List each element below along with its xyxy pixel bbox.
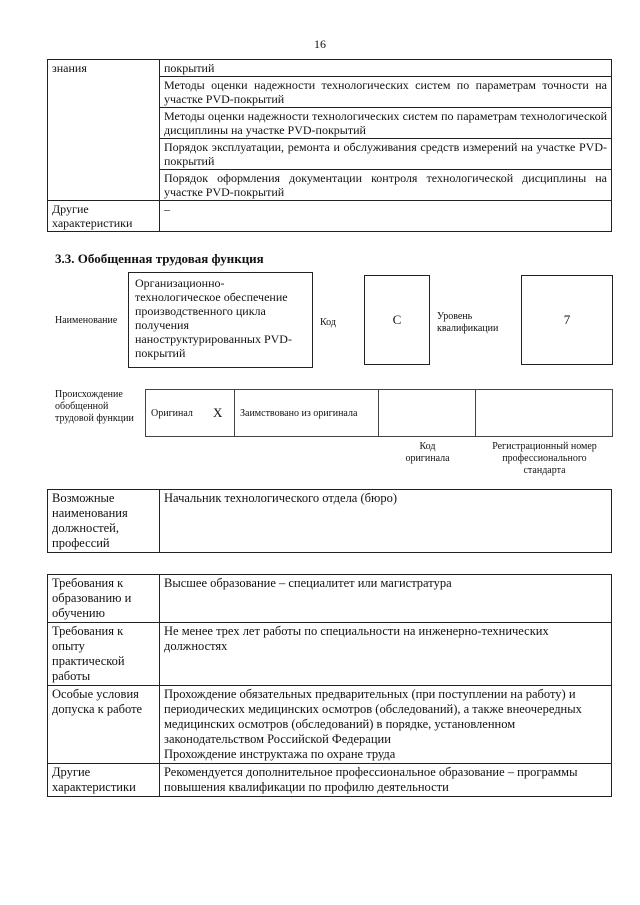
borrowed-label: Заимствовано из оригинала bbox=[240, 408, 358, 419]
education-value: Высшее образование – специалитет или магистратура bbox=[160, 575, 612, 623]
knowledge-item: Порядок оформления документации контроля технологической дисциплины на участке PVD-покрытий bbox=[160, 170, 612, 201]
name-label: Наименование bbox=[55, 315, 118, 326]
original-label: Оригинал bbox=[151, 408, 193, 419]
table-row bbox=[48, 623, 612, 686]
other-characteristics-value: – bbox=[160, 201, 612, 232]
knowledge-item: Методы оценки надежности технологических систем по параметрам точности на участке PVD-покрытий bbox=[160, 77, 612, 108]
origin-reg-number-cell bbox=[475, 389, 613, 437]
origin-label: Происхождение обобщенной трудовой функции bbox=[55, 389, 134, 424]
admission-medical: Прохождение обязательных предварительных (при поступлении на работу) и периодических медицинских осмотров (обследований), а также внеочередных медицинских осмотров (обследований) в порядке, установленном законодательством Российской Федерации bbox=[164, 687, 582, 746]
requirements-table bbox=[47, 574, 612, 797]
knowledge-table bbox=[47, 59, 612, 232]
qualification-level-box bbox=[521, 275, 613, 365]
table-row bbox=[48, 201, 612, 232]
positions-value: Начальник технологического отдела (бюро) bbox=[160, 490, 612, 553]
code-label: Код bbox=[320, 317, 336, 328]
function-name-box: Организационно-технологическое обеспечение производственного цикла получения наноструктурированных PVD-покрытий bbox=[128, 272, 313, 368]
admission-instruction: Прохождение инструктажа по охране труда bbox=[164, 747, 396, 761]
other-value: Рекомендуется дополнительное профессиональное образование – программы повышения квалификации по профилю деятельности bbox=[160, 764, 612, 797]
knowledge-label: знания bbox=[48, 60, 160, 201]
table-row bbox=[48, 490, 612, 553]
admission-value bbox=[160, 686, 612, 764]
section-title: 3.3. Обобщенная трудовая функция bbox=[55, 251, 264, 266]
knowledge-item: покрытий bbox=[160, 60, 612, 77]
origin-original-cell bbox=[145, 389, 235, 437]
knowledge-item: Порядок эксплуатации, ремонта и обслуживания средств измерений на участке PVD-покрытий bbox=[160, 139, 612, 170]
origin-code-cell bbox=[378, 389, 476, 437]
code-value-box bbox=[364, 275, 430, 365]
other-characteristics-label: Другие характеристики bbox=[48, 201, 160, 232]
table-row bbox=[48, 575, 612, 623]
reg-number-label: Регистрационный номер профессионального стандарта bbox=[492, 441, 597, 476]
experience-label: Требования к опыту практической работы bbox=[48, 623, 160, 686]
original-mark: X bbox=[213, 405, 223, 420]
table-row bbox=[48, 60, 612, 77]
code-original-label: Код оригинала bbox=[405, 441, 450, 464]
qualification-level-value: 7 bbox=[563, 312, 571, 327]
page-number: 16 bbox=[314, 37, 326, 51]
other-label: Другие характеристики bbox=[48, 764, 160, 797]
education-label: Требования к образованию и обучению bbox=[48, 575, 160, 623]
experience-value: Не менее трех лет работы по специальности на инженерно-технических должностях bbox=[160, 623, 612, 686]
knowledge-item: Методы оценки надежности технологических систем по параметрам технологической дисциплины на участке PVD-покрытий bbox=[160, 108, 612, 139]
qualification-level-label: Уровень квалификации bbox=[437, 311, 499, 334]
table-row bbox=[48, 686, 612, 764]
table-row bbox=[48, 764, 612, 797]
admission-label: Особые условия допуска к работе bbox=[48, 686, 160, 764]
positions-label: Возможные наименования должностей, профессий bbox=[48, 490, 160, 553]
origin-borrowed-cell bbox=[234, 389, 379, 437]
code-value: C bbox=[392, 312, 402, 327]
positions-table bbox=[47, 489, 612, 553]
